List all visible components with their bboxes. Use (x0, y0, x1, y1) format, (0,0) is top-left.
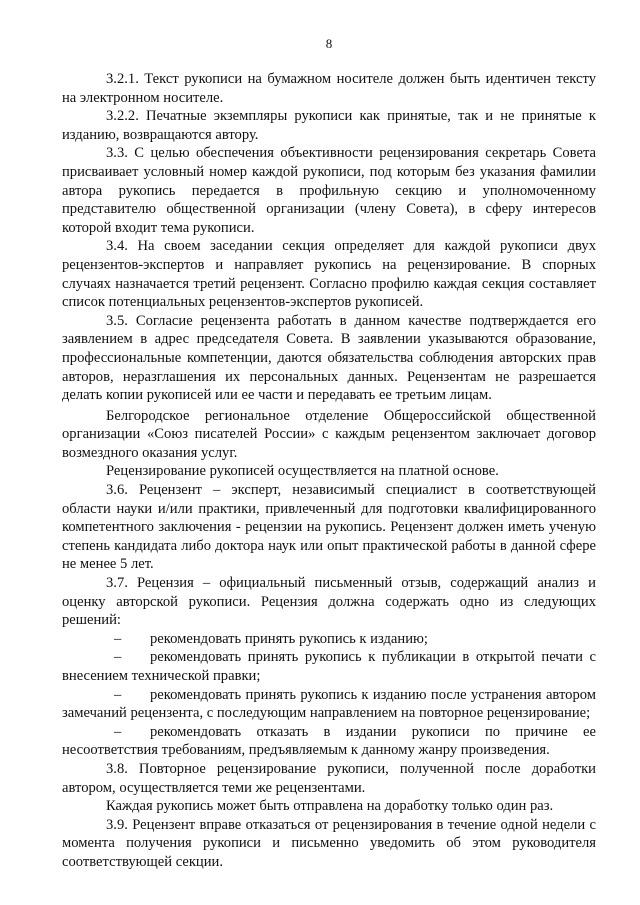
list-item (62, 723, 596, 760)
paragraph-single-revision: Каждая рукопись может быть отправлена на доработку только один раз. (106, 798, 554, 815)
paragraph-contract: Белгородское региональное отделение Общероссийской общественной организации «Союз писателей России» с каждым рецензентом заключает договор возмездного оказания услуг. (62, 407, 596, 461)
list-dash: – (114, 723, 122, 740)
list-item (62, 630, 596, 649)
list-dash: – (114, 686, 122, 703)
paragraph-3-2-1: 3.2.1. Текст рукописи на бумажном носителе должен быть идентичен тексту на электронном носителе. (62, 71, 596, 106)
list-item-text: рекомендовать отказать в издании рукописи по причине ее несоответствия требованиям, предъявляемым к данному жанру произведения. (62, 723, 596, 759)
paragraph-3-7: 3.7. Рецензия – официальный письменный отзыв, содержащий анализ и оценку авторской рукописи. Рецензия должна содержать одно из следующих решений: (62, 575, 596, 629)
list-item-text: рекомендовать принять рукопись к изданию; (150, 630, 428, 647)
paragraph-paid-basis: Рецензирование рукописей осуществляется на платной основе. (106, 463, 499, 480)
paragraph-3-4: 3.4. На своем заседании секция определяет для каждой рукописи двух рецензентов-экспертов и направляет рукопись на рецензирование. В спорных случаях назначается третий рецензент. Согласно профилю каждая секция составляет список потенциальных рецензентов-экспертов рукописей. (62, 238, 596, 311)
list-item (62, 648, 596, 685)
paragraph-3-3: 3.3. С целью обеспечения объективности рецензирования секретарь Совета присваивает условный номер каждой рукописи, под которым без указания фамилии автора рукопись передается в профильную секцию и уполномоченному представителю общественной организации (члену Совета), в сферу интересов которой входит тема рукописи. (62, 145, 596, 236)
list-dash: – (114, 649, 122, 666)
list-dash: – (114, 630, 122, 647)
paragraph-3-6: 3.6. Рецензент – эксперт, независимый специалист в соответствующей области науки и/или практики, привлеченный для подготовки квалифицированного компетентного заключения - рецензии на рукопись. Рецензент должен иметь ученую степень кандидата либо доктора наук или опыт практической работы в данной сфере не менее 5 лет. (62, 482, 596, 573)
list-item-text: рекомендовать принять рукопись к изданию после устранения автором замечаний рецензента, с последующим направлением на повторное рецензирование; (62, 686, 596, 722)
list-item (62, 686, 596, 723)
paragraph-3-5: 3.5. Согласие рецензента работать в данном качестве подтверждается его заявлением в адрес председателя Совета. В заявлении указываются образование, профессиональные компетенции, даются обязательства соблюдения авторских прав авторов, неразглашения их персональных данных. Рецензентам не разрешается делать копии рукописей или ее части и передавать ее третьим лицам. (62, 312, 596, 404)
paragraph-3-9: 3.9. Рецензент вправе отказаться от рецензирования в течение одной недели с момента получения рукописи и письменно уведомить об этом руководителя соответствующей секции. (62, 816, 596, 870)
page-number: 8 (325, 36, 333, 51)
paragraph-3-8: 3.8. Повторное рецензирование рукописи, полученной после доработки автором, осуществляется теми же рецензентами. (62, 760, 596, 796)
list-item-text: рекомендовать принять рукопись к публикации в открытой печати с внесением технической правки; (62, 649, 596, 684)
paragraph-3-2-2: 3.2.2. Печатные экземпляры рукописи как принятые, так и не принятые к изданию, возвращаются автору. (62, 108, 596, 143)
